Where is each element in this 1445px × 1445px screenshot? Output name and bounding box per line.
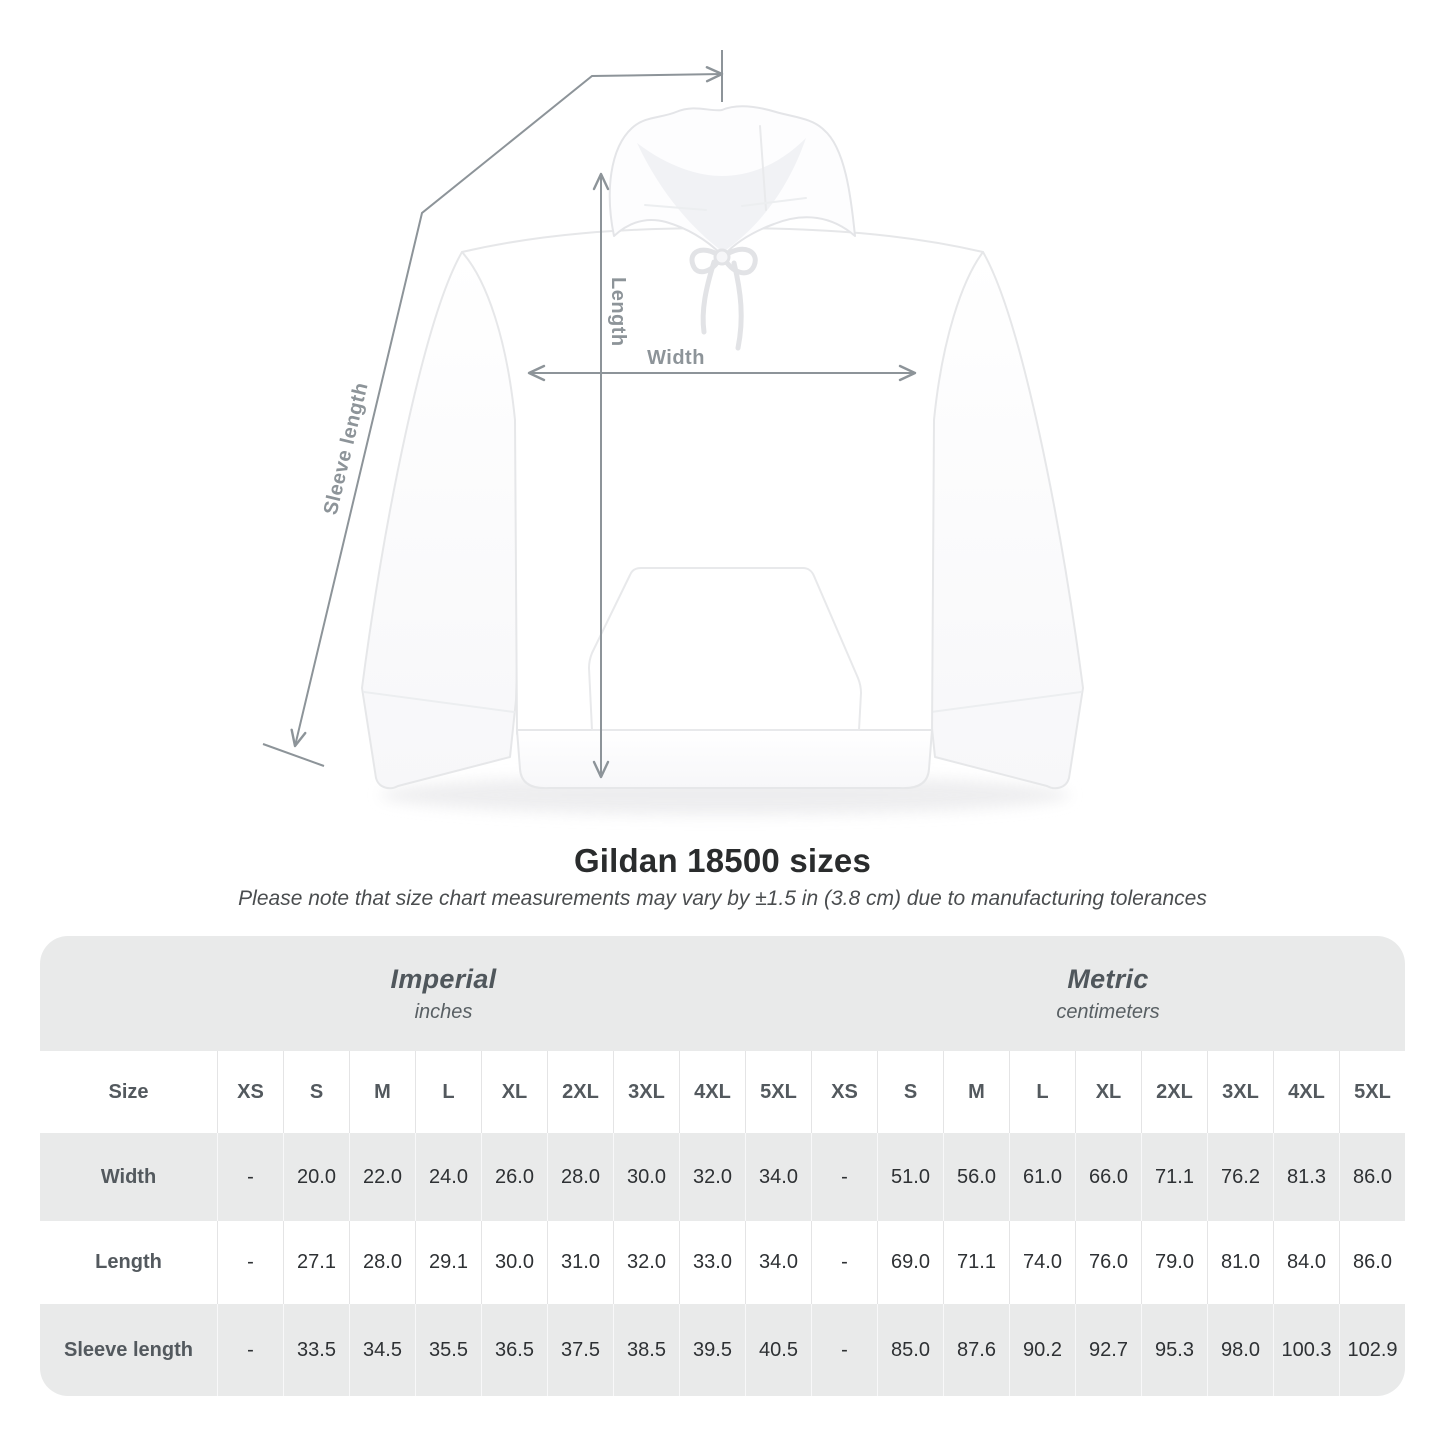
- value-cell: 31.0: [547, 1221, 613, 1304]
- value-cell: 66.0: [1075, 1133, 1141, 1221]
- value-cell: 35.5: [415, 1304, 481, 1396]
- value-cell: 33.5: [283, 1304, 349, 1396]
- size-table: [40, 936, 1405, 1396]
- value-cell: 85.0: [877, 1304, 943, 1396]
- row-label: Sleeve length: [64, 1338, 193, 1361]
- table-row-width: [40, 1133, 1405, 1221]
- row-label: Width: [100, 1165, 157, 1188]
- value-cell: 79.0: [1141, 1221, 1207, 1304]
- sleeve-length-measurement-label: Sleeve length: [319, 380, 373, 518]
- size-header-cell: L: [415, 1051, 481, 1133]
- value-cell: 38.5: [613, 1304, 679, 1396]
- value-cell: 74.0: [1009, 1221, 1075, 1304]
- value-cell: 22.0: [349, 1133, 415, 1221]
- metric-group-unit: centimeters: [1056, 1000, 1160, 1023]
- drawstring-knot: [715, 250, 729, 264]
- width-measurement-label: Width: [647, 347, 705, 369]
- value-cell: 39.5: [679, 1304, 745, 1396]
- value-cell: 29.1: [415, 1221, 481, 1304]
- value-cell: 81.0: [1207, 1221, 1273, 1304]
- size-header-cell: 3XL: [613, 1051, 679, 1133]
- value-cell: 69.0: [877, 1221, 943, 1304]
- value-cell: 76.0: [1075, 1221, 1141, 1304]
- hoodie-image: [362, 106, 1083, 788]
- value-cell: 34.0: [745, 1221, 811, 1304]
- size-header-cell: 2XL: [547, 1051, 613, 1133]
- unit-group-header-row: [40, 936, 1405, 1051]
- value-cell: 102.9: [1339, 1304, 1405, 1396]
- imperial-group-unit: inches: [414, 1000, 473, 1023]
- size-header-cell: XS: [811, 1051, 877, 1133]
- hoodie-body: [462, 228, 983, 734]
- value-cell: 27.1: [283, 1221, 349, 1304]
- size-header-cell: XL: [1075, 1051, 1141, 1133]
- value-cell: 28.0: [547, 1133, 613, 1221]
- value-cell: 90.2: [1009, 1304, 1075, 1396]
- value-cell: 98.0: [1207, 1304, 1273, 1396]
- value-cell: -: [811, 1304, 877, 1396]
- sleeve-length-end-tick-bottom: [263, 744, 324, 766]
- value-cell: -: [217, 1221, 283, 1304]
- size-header-cell: 2XL: [1141, 1051, 1207, 1133]
- value-cell: 34.0: [745, 1133, 811, 1221]
- size-header-cell: XS: [217, 1051, 283, 1133]
- value-cell: -: [217, 1133, 283, 1221]
- size-header-cell: XL: [481, 1051, 547, 1133]
- imperial-group-header: [40, 936, 811, 1051]
- value-cell: -: [811, 1133, 877, 1221]
- value-cell: 86.0: [1339, 1221, 1405, 1304]
- value-cell: 32.0: [613, 1221, 679, 1304]
- value-cell: 86.0: [1339, 1133, 1405, 1221]
- table-row-sleeve-length: [40, 1304, 1405, 1396]
- value-cell: 56.0: [943, 1133, 1009, 1221]
- value-cell: 33.0: [679, 1221, 745, 1304]
- tolerance-note: Please note that size chart measurements may vary by ±1.5 in (3.8 cm) due to manufacturing tolerances: [238, 887, 1207, 910]
- size-header-cell: M: [943, 1051, 1009, 1133]
- imperial-group-label: Imperial: [390, 963, 497, 994]
- size-header-cell: M: [349, 1051, 415, 1133]
- value-cell: 34.5: [349, 1304, 415, 1396]
- hoodie-hem-band: [517, 730, 932, 788]
- page-title: Gildan 18500 sizes: [573, 842, 872, 879]
- value-cell: 84.0: [1273, 1221, 1339, 1304]
- value-cell: 51.0: [877, 1133, 943, 1221]
- value-cell: 100.3: [1273, 1304, 1339, 1396]
- size-header-cell: S: [283, 1051, 349, 1133]
- size-header-cell: 4XL: [1273, 1051, 1339, 1133]
- row-label: Length: [95, 1251, 162, 1273]
- value-cell: 37.5: [547, 1304, 613, 1396]
- value-cell: 30.0: [481, 1221, 547, 1304]
- value-cell: 32.0: [679, 1133, 745, 1221]
- value-cell: 40.5: [745, 1304, 811, 1396]
- value-cell: -: [217, 1304, 283, 1396]
- value-cell: 20.0: [283, 1133, 349, 1221]
- value-cell: 95.3: [1141, 1304, 1207, 1396]
- size-column-header: Size: [108, 1080, 149, 1103]
- value-cell: 36.5: [481, 1304, 547, 1396]
- value-cell: 61.0: [1009, 1133, 1075, 1221]
- size-header-cell: 5XL: [1339, 1051, 1405, 1133]
- value-cell: 76.2: [1207, 1133, 1273, 1221]
- value-cell: -: [811, 1221, 877, 1304]
- size-header-cell: 5XL: [745, 1051, 811, 1133]
- table-row-length: [40, 1221, 1405, 1304]
- value-cell: 92.7: [1075, 1304, 1141, 1396]
- metric-group-label: Metric: [1067, 963, 1149, 994]
- value-cell: 71.1: [1141, 1133, 1207, 1221]
- metric-group-header: [811, 936, 1405, 1051]
- value-cell: 87.6: [943, 1304, 1009, 1396]
- size-header-cell: S: [877, 1051, 943, 1133]
- value-cell: 28.0: [349, 1221, 415, 1304]
- size-header-cell: 3XL: [1207, 1051, 1273, 1133]
- size-header-cell: L: [1009, 1051, 1075, 1133]
- size-header-row: [40, 1051, 1405, 1133]
- value-cell: 71.1: [943, 1221, 1009, 1304]
- value-cell: 26.0: [481, 1133, 547, 1221]
- length-measurement-label: Length: [607, 277, 629, 347]
- size-header-cell: 4XL: [679, 1051, 745, 1133]
- value-cell: 81.3: [1273, 1133, 1339, 1221]
- value-cell: 24.0: [415, 1133, 481, 1221]
- value-cell: 30.0: [613, 1133, 679, 1221]
